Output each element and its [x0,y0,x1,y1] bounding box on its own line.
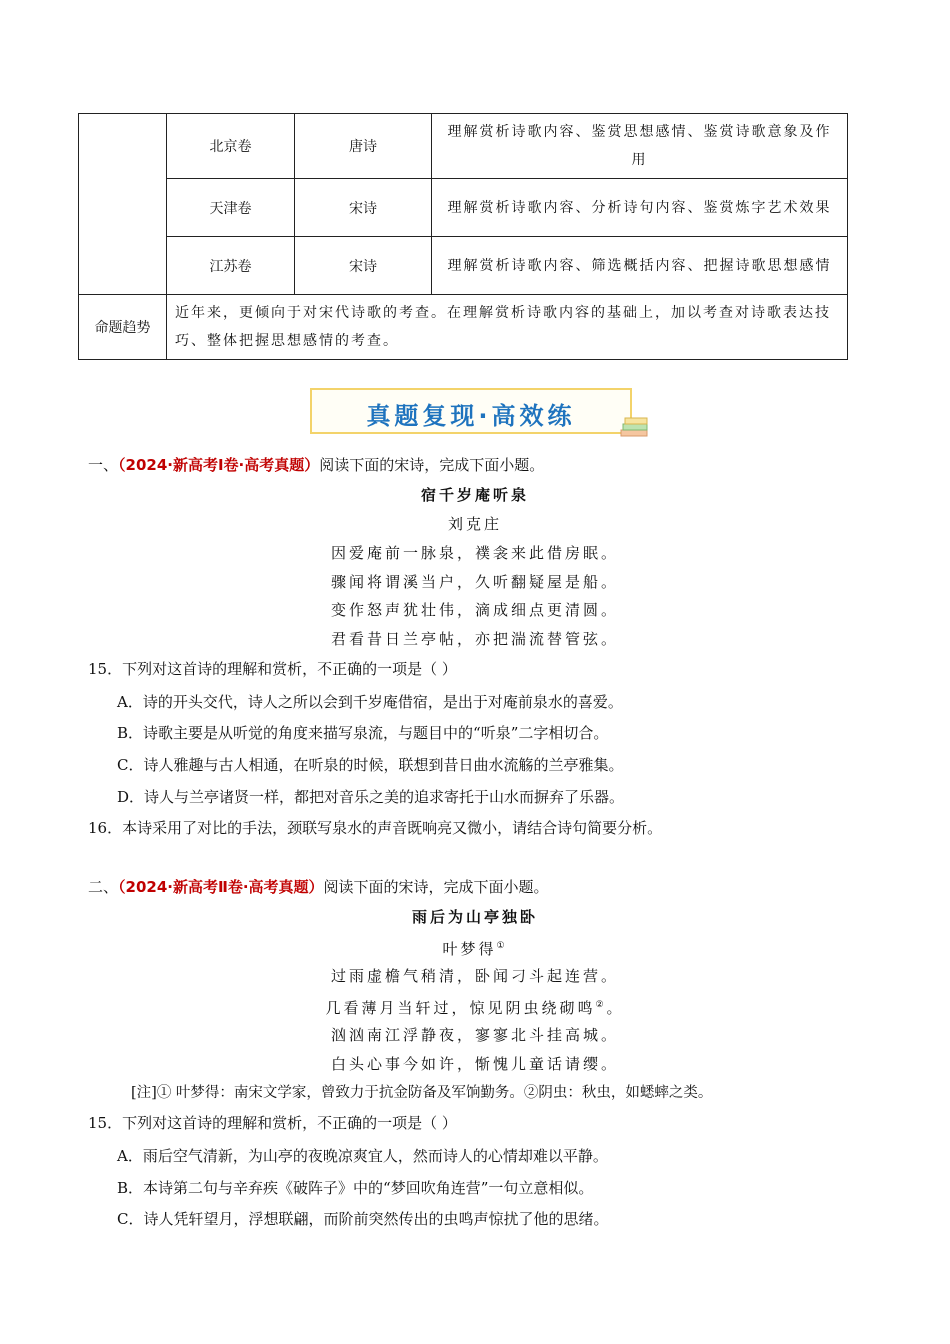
books-icon [620,416,650,438]
poem1-line: 骤闻将谓溪当户，久听翻疑屋是船。 [330,573,619,591]
section1-number: 一、 [88,456,119,474]
section2-header [88,877,549,897]
section2-number: 二、 [88,878,119,896]
section1-source: （2024·新高考Ⅰ卷·高考真题） [118,456,320,474]
trend-text: 近年来，更倾向于对宋代诗歌的考查。在理解赏析诗歌内容的基础上，加以考查对诗歌表达技巧、整体把握思想感情的考查。 [167,295,848,360]
option-b: B．本诗第二句与辛弃疾《破阵子》中的“梦回吹角连营”一句立意相似。 [117,1179,594,1197]
poem1-author: 刘克庄 [447,515,502,533]
section-banner [310,388,632,434]
poem2-author-line [0,936,950,959]
option-a: A．雨后空气清新，为山亭的夜晚凉爽宜人，然而诗人的心情却难以平静。 [117,1147,608,1165]
poem2-footnote: [注]① 叶梦得：南宋文学家，曾致力于抗金防备及军饷勤务。②阴虫：秋虫，如蟋蟀之类。 [131,1085,713,1101]
table-cell-genre: 宋诗 [295,237,432,295]
poem2-author: 叶梦得 [442,940,497,958]
poem2-line-end: 。 [606,999,625,1017]
poem1-line: 变作怒声犹壮伟，滴成细点更清圆。 [330,601,619,619]
poem1-line: 君看昔日兰亭帖，亦把湍流替管弦。 [330,630,619,648]
poem2-line: 几看薄月当轩过，惊见阴虫绕砌鸣 [325,999,596,1017]
option-c: C．诗人雅趣与古人相通，在听泉的时候，联想到昔日曲水流觞的兰亭雅集。 [117,756,624,774]
option-d: D．诗人与兰亭诸贤一样，都把对音乐之美的追求寄托于山水而摒弃了乐器。 [117,788,625,806]
table-cell-region: 北京卷 [167,114,295,179]
exam-analysis-table [78,113,848,360]
option-b: B．诗歌主要是从听觉的角度来描写泉流，与题目中的“听泉”二字相切合。 [117,724,609,742]
section2-intro: 阅读下面的宋诗，完成下面小题。 [323,878,549,896]
table-cell-genre: 唐诗 [295,114,432,179]
poem2-line: 白头心事今如许，惭愧儿童话请缨。 [330,1055,619,1073]
question-16: 16．本诗采用了对比的手法，颈联写泉水的声音既响亮又微小，请结合诗句简要分析。 [88,819,663,837]
table-cell-requirement: 理解赏析诗歌内容、筛选概括内容、把握诗歌思想感情 [432,237,848,295]
table-blank-cell [79,114,167,295]
trend-label: 命题趋势 [79,295,167,360]
table-cell-requirement: 理解赏析诗歌内容、鉴赏思想感情、鉴赏诗歌意象及作用 [432,114,848,179]
poem2-line: 汹汹南江浮静夜，寥寥北斗挂高城。 [330,1026,619,1044]
banner-title: 真题复现·高效练 [366,402,576,430]
table-cell-region: 江苏卷 [167,237,295,295]
poem2-title: 雨后为山亭独卧 [411,908,538,926]
question-15: 15．下列对这首诗的理解和赏析，不正确的一项是（ ） [88,660,457,678]
question-15b: 15．下列对这首诗的理解和赏析，不正确的一项是（ ） [88,1114,457,1132]
option-c: C．诗人凭轩望月，浮想联翩，而阶前突然传出的虫鸣声惊扰了他的思绪。 [117,1210,609,1228]
table-cell-genre: 宋诗 [295,179,432,237]
table-cell-region: 天津卷 [167,179,295,237]
section1-intro: 阅读下面的宋诗，完成下面小题。 [319,456,545,474]
table-cell-requirement: 理解赏析诗歌内容、分析诗句内容、鉴赏炼字艺术效果 [432,179,848,237]
line-footnote-mark: ② [595,1000,607,1010]
option-a: A．诗的开头交代，诗人之所以会到千岁庵借宿，是出于对庵前泉水的喜爱。 [117,693,623,711]
author-footnote-mark: ① [496,941,508,951]
section2-source: （2024·新高考Ⅱ卷·高考真题） [118,878,324,896]
poem1-line: 因爱庵前一脉泉，襆衾来此借房眠。 [330,544,619,562]
poem1-title: 宿千岁庵听泉 [420,486,529,504]
section1-header [88,455,544,475]
poem2-line: 过雨虚檐气稍清，卧闻刁斗起连营。 [330,967,619,985]
poem2-line-with-note [0,995,950,1018]
